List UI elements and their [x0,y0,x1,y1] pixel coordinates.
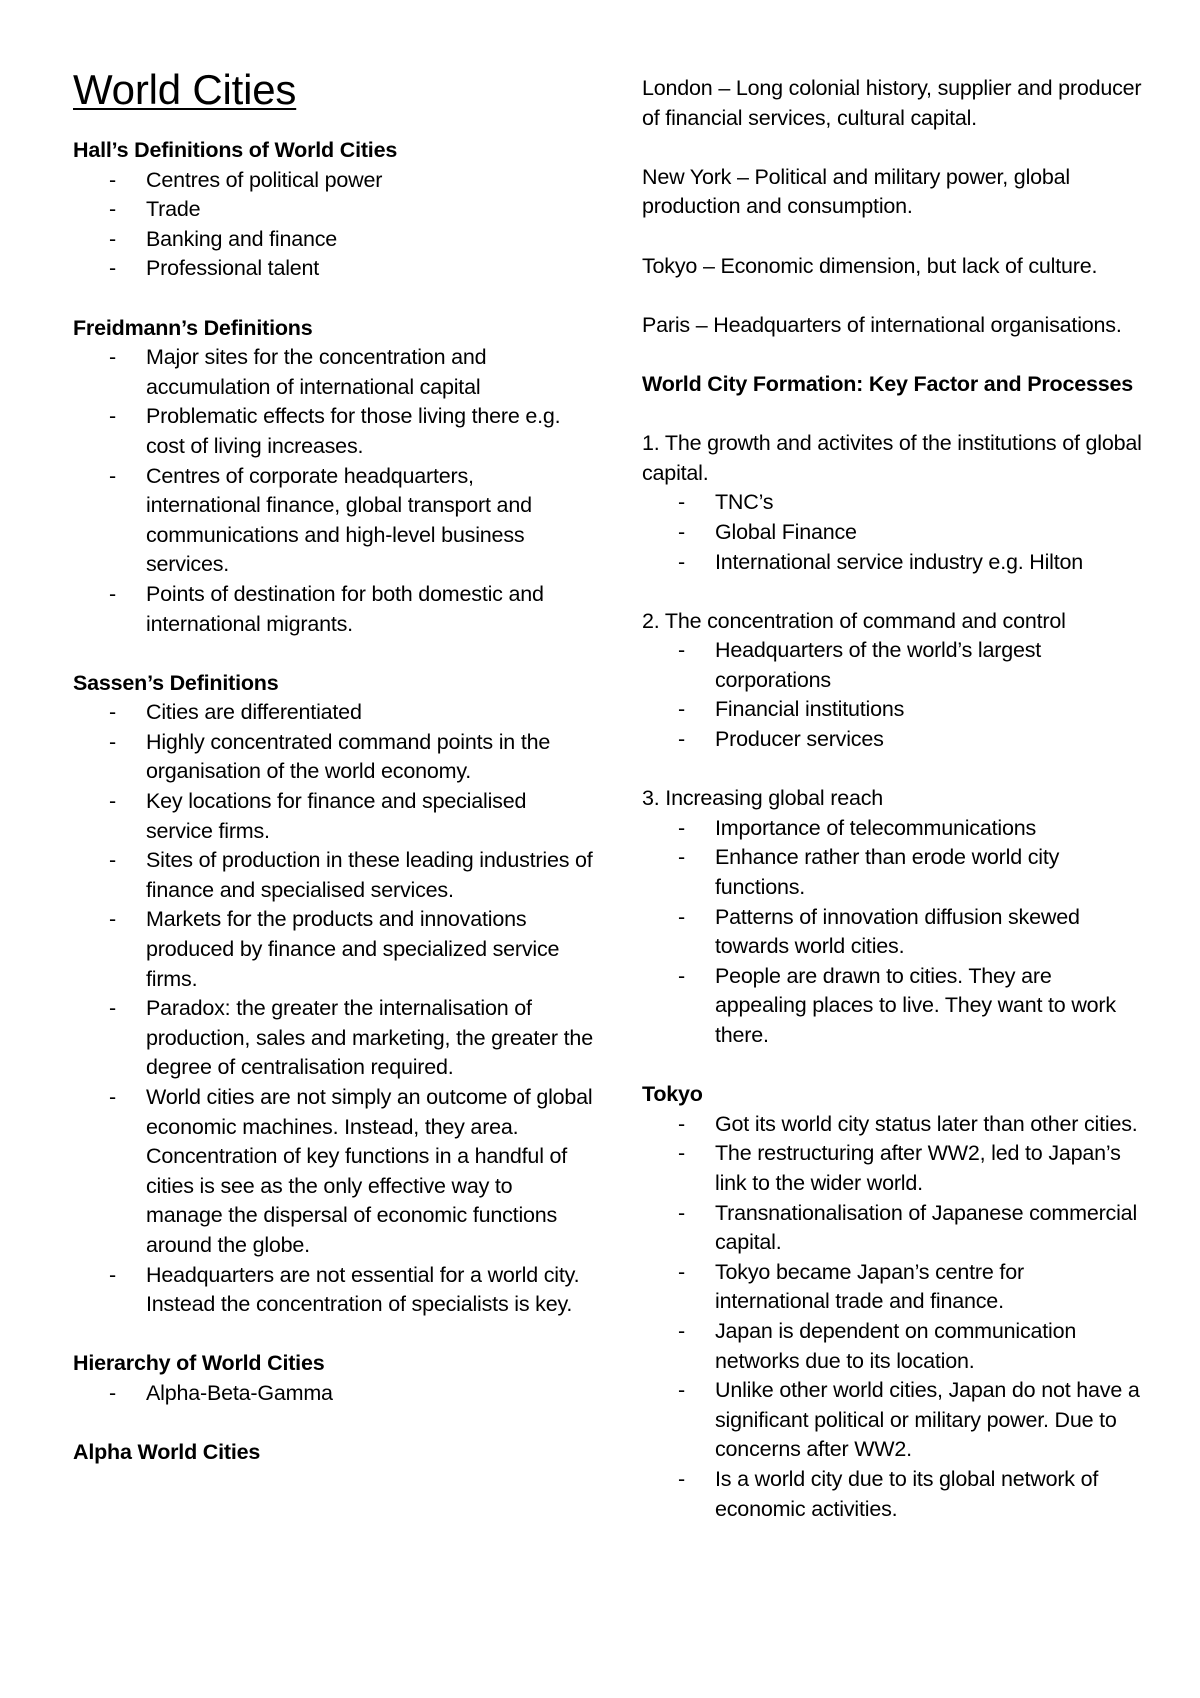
list-item: - Highly concentrated command points in the organisation of the world economy. [73,728,593,787]
list-item: - The restructuring after WW2, led to Japan’s link to the wider world. [642,1139,1142,1198]
list-item: - Key locations for finance and specialised service firms. [73,787,593,846]
list-item: - Cities are differentiated [73,698,593,728]
tokyo-paragraph: Tokyo – Economic dimension, but lack of culture. [642,253,1098,278]
list-item: - Unlike other world cities, Japan do not have a significant political or military power. Due to concerns after WW2. [642,1376,1142,1465]
tokyo-list [642,1110,1142,1524]
list-item: - Global Finance [642,518,1142,548]
hall-heading: Hall’s Definitions of World Cities [73,138,398,162]
list-item: - Financial institutions [642,695,1142,725]
list-item: - Problematic effects for those living there e.g. cost of living increases. [73,402,593,461]
list-item: - Got its world city status later than other cities. [642,1110,1142,1140]
list-item: - Banking and finance [73,225,593,255]
list-item: - Importance of telecommunications [642,814,1142,844]
hierarchy-list [73,1379,593,1409]
factor-2-heading: 2. The concentration of command and control [642,608,1066,633]
list-item: - Centres of corporate headquarters, international finance, global transport and communications and high-level business services. [73,462,593,580]
list-item: - Is a world city due to its global network of economic activities. [642,1465,1142,1524]
list-item: - Centres of political power [73,166,593,196]
page-title: World Cities [73,66,297,113]
list-item: - Headquarters of the world’s largest corporations [642,636,1142,695]
paris-paragraph: Paris – Headquarters of international organisations. [642,312,1122,337]
newyork-paragraph: New York – Political and military power, global production and consumption. [642,164,1070,219]
formation-heading: World City Formation: Key Factor and Processes [642,371,1133,396]
list-item: - Tokyo became Japan’s centre for international trade and finance. [642,1258,1142,1317]
sassen-heading: Sassen’s Definitions [73,670,279,695]
list-item: - People are drawn to cities. They are appealing places to live. They want to work there. [642,962,1142,1051]
list-item: - Points of destination for both domestic and international migrants. [73,580,593,639]
sassen-list [73,698,593,1319]
list-item: - TNC’s [642,488,1142,518]
freidmann-list [73,343,593,639]
list-item: - Enhance rather than erode world city functions. [642,843,1142,902]
factor-3-heading: 3. Increasing global reach [642,786,884,811]
hierarchy-heading: Hierarchy of World Cities [73,1351,325,1376]
left-column [73,66,593,1468]
list-item: - Paradox: the greater the internalisation of production, sales and marketing, the greater the degree of centralisation required. [73,994,593,1083]
freidmann-heading: Freidmann’s Definitions [73,315,313,340]
tokyo-heading: Tokyo [642,1082,703,1107]
factor-1-list [642,488,1142,577]
list-item: - Japan is dependent on communication networks due to its location. [642,1317,1142,1376]
list-item: - Patterns of innovation diffusion skewed towards world cities. [642,903,1142,962]
list-item: - Professional talent [73,254,593,284]
list-item: - World cities are not simply an outcome of global economic machines. Instead, they area. Concentration of key functions in a handful of cities is see as the only effective way to manage the dispersal of economic functions around the globe. [73,1083,593,1261]
list-item: - Headquarters are not essential for a world city. Instead the concentration of specialists is key. [73,1261,593,1320]
right-column [642,74,1142,1524]
list-item: - Trade [73,195,593,225]
factor-3-list [642,814,1142,1051]
list-item: - Producer services [642,725,1142,755]
list-item: - Transnationalisation of Japanese commercial capital. [642,1199,1142,1258]
alpha-heading: Alpha World Cities [73,1440,261,1465]
list-item: - International service industry e.g. Hilton [642,548,1142,578]
london-paragraph: London – Long colonial history, supplier and producer of financial services, cultural capital. [642,76,1142,130]
factor-2-list [642,636,1142,754]
factor-1-heading: 1. The growth and activites of the institutions of global capital. [642,431,1142,485]
hall-list [73,166,593,284]
list-item: - Sites of production in these leading industries of finance and specialised services. [73,846,593,905]
list-item: - Major sites for the concentration and accumulation of international capital [73,343,593,402]
list-item: - Alpha-Beta-Gamma [73,1379,593,1409]
list-item: - Markets for the products and innovations produced by finance and specialized service firms. [73,905,593,994]
